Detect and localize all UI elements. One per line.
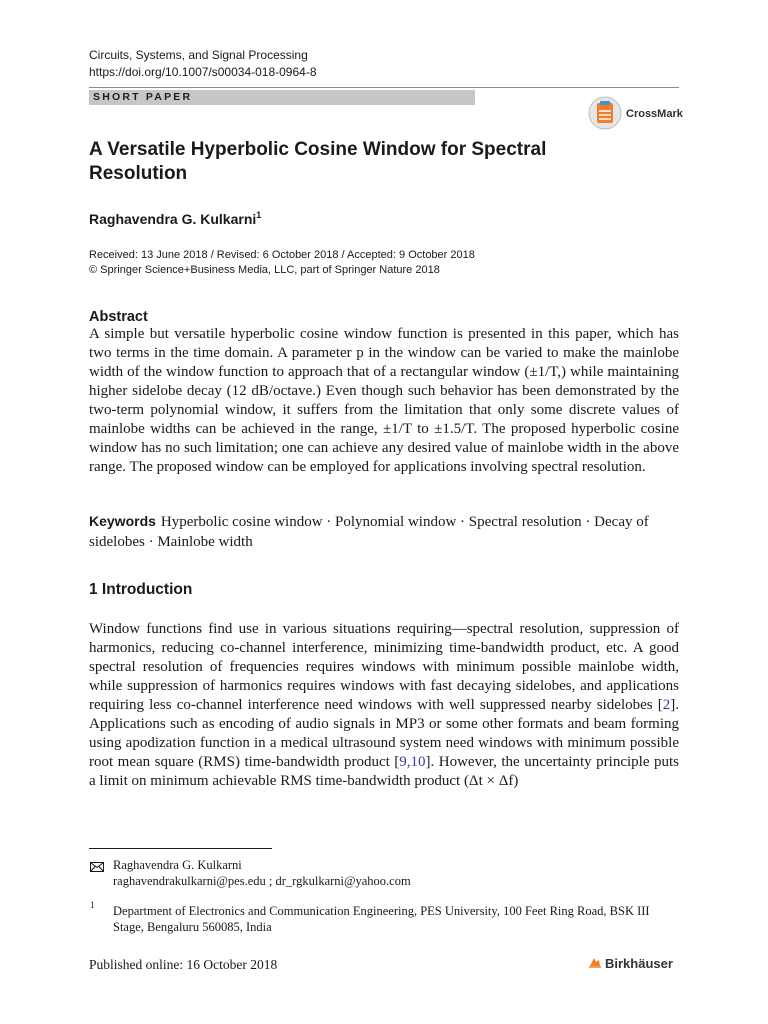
crossmark-label[interactable]: CrossMark xyxy=(626,108,683,120)
doi-link[interactable]: https://doi.org/10.1007/s00034-018-0964-8 xyxy=(89,65,317,79)
citation-link[interactable]: 2 xyxy=(662,697,671,713)
corresponding-author-emails[interactable]: raghavendrakulkarni@pes.edu ; dr_rgkulkarni@yahoo.com xyxy=(113,874,411,888)
published-date: Published online: 16 October 2018 xyxy=(89,957,278,972)
abstract-text: A simple but versatile hyperbolic cosine window function is presented in this paper, which has two terms in the time domain. A parameter p in the window can be varied to make the mainlobe width of the window function to approach that of a rectangular window (±1/T,) while maintaining higher sidelobe decay (12 dB/octave.) Even though such behavior has been demonstrated by the two-term polynomial window, it suffers from the limitation that only some discrete values of mainlobe widths can be achieved in the range, ±1/T to ±1.5/T. The proposed hyperbolic cosine window has no such limitation; one can achieve any desired value of mainlobe width in the above range. The proposed window can be employed for applications involving spectral resolution. xyxy=(89,326,679,475)
keywords-list: Hyperbolic cosine window · Polynomial window · Spectral resolution · Decay of sidelobes · Mainlobe width xyxy=(89,514,649,550)
section-heading-introduction: 1 Introduction xyxy=(89,581,193,598)
introduction-text xyxy=(89,620,679,791)
citation-link[interactable]: 9,10 xyxy=(399,754,426,770)
copyright-notice: © Springer Science+Business Media, LLC, part of Springer Nature 2018 xyxy=(89,264,440,276)
publisher-name: Birkhäuser xyxy=(605,956,673,971)
author-affiliation-mark: 1 xyxy=(256,210,262,220)
abstract-heading: Abstract xyxy=(89,309,148,325)
envelope-icon xyxy=(90,862,104,872)
journal-name: Circuits, Systems, and Signal Processing xyxy=(89,48,308,62)
affiliation-mark: 1 xyxy=(90,900,95,910)
birkhauser-logo-icon xyxy=(588,955,602,969)
affiliation-text: Department of Electronics and Communication Engineering, PES University, 100 Feet Ring Road, BSK III Stage, Bengaluru 560085, India xyxy=(113,904,650,934)
keywords-section xyxy=(89,511,679,552)
paper-title: A Versatile Hyperbolic Cosine Window for Spectral Resolution xyxy=(89,139,547,184)
author-name[interactable]: Raghavendra G. Kulkarni xyxy=(89,211,257,227)
header-rule xyxy=(89,87,679,88)
footnote-rule xyxy=(89,848,272,849)
intro-text-part: Window functions find use in various situations requiring—spectral resolution, suppression of harmonics, reducing co-channel interference, minimizing time-bandwidth product, etc. A good spectral resolution of frequencies requires windows with minimum possible mainlobe width, while suppression of harmonics requires windows with fast decaying sidelobes, and applications requiring less co-channel interference need windows with well suppressed nearby sidelobes [ xyxy=(89,621,679,713)
submission-dates: Received: 13 June 2018 / Revised: 6 October 2018 / Accepted: 9 October 2018 xyxy=(89,249,475,261)
intro-text-part: ]. However, the uncertainty principle puts a limit on minimum achievable RMS time-bandwidth product (Δt × Δf) xyxy=(89,754,679,789)
author-line xyxy=(89,206,261,228)
corresponding-author-name: Raghavendra G. Kulkarni xyxy=(113,858,242,872)
intro-text-part: ]. Applications such as encoding of audio signals in MP3 or some other formats and beam forming using apodization function in a medical ultrasound system need windows with minimum possible root mean square (RMS) time-bandwidth product [ xyxy=(89,697,679,770)
keywords-label: Keywords xyxy=(89,513,156,529)
article-type-banner: SHORT PAPER xyxy=(89,90,475,105)
